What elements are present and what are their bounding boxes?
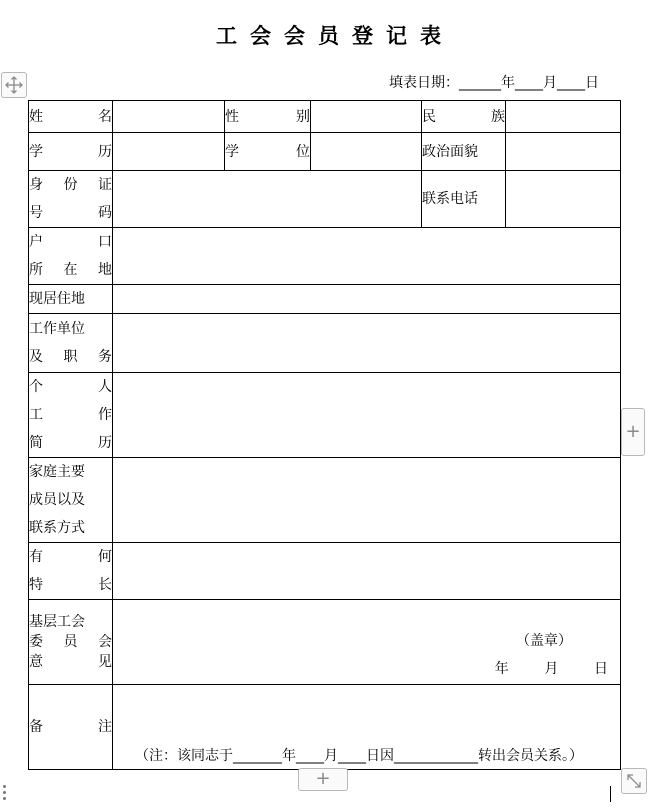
work-unit-field[interactable] (113, 314, 621, 373)
phone-field[interactable] (506, 171, 621, 228)
resume-field[interactable] (113, 373, 621, 458)
education-label: 学 历 (29, 133, 113, 171)
hukou-label: 户 口 所 在 地 (29, 228, 113, 285)
political-field[interactable] (506, 133, 621, 171)
remark-field[interactable] (113, 685, 621, 770)
degree-field[interactable] (311, 133, 422, 171)
move-arrows-icon (2, 73, 26, 97)
name-field[interactable] (113, 101, 225, 133)
hukou-field[interactable] (113, 228, 621, 285)
table-row (29, 685, 621, 770)
resize-diagonal-icon (622, 769, 646, 793)
table-row (29, 228, 621, 285)
seal-date: 年 月 日 (494, 661, 608, 677)
resume-label: 个 人 工 作 简 历 (29, 373, 113, 458)
skills-field[interactable] (113, 543, 621, 600)
table-row (29, 314, 621, 373)
form-title: 工会会员登记表 (216, 23, 454, 48)
text-cursor (610, 786, 611, 802)
degree-label: 学 位 (225, 133, 311, 171)
add-column-button[interactable] (621, 408, 645, 456)
add-row-button[interactable] (298, 768, 348, 791)
family-label: 家庭主要 成员以及 联系方式 (29, 458, 113, 543)
id-number-label: 身 份 证 号 码 (29, 171, 113, 228)
gender-label: 性 别 (225, 101, 311, 133)
table-row (29, 101, 621, 133)
residence-label: 现居住地 (29, 285, 113, 314)
table-row (29, 543, 621, 600)
plus-icon: + (625, 421, 641, 442)
committee-opinion-field[interactable] (113, 600, 621, 685)
family-field[interactable] (113, 458, 621, 543)
committee-opinion-label: 基层工会 委 员 会 意 见 (29, 600, 113, 685)
seal-label: （盖章） (516, 633, 572, 649)
table-row (29, 600, 621, 685)
remark-label: 备 注 (29, 685, 113, 770)
ethnicity-field[interactable] (506, 101, 621, 133)
work-unit-label: 工作单位 及 职 务 (29, 314, 113, 373)
plus-icon: + (315, 768, 331, 789)
table-resize-handle[interactable] (621, 768, 647, 794)
political-label: 政治面貌 (422, 133, 506, 171)
registration-form-table (28, 100, 621, 770)
education-field[interactable] (113, 133, 225, 171)
name-label: 姓 名 (29, 101, 113, 133)
drag-dots-icon[interactable] (3, 785, 6, 803)
table-row (29, 285, 621, 314)
id-number-field[interactable] (113, 171, 422, 228)
ethnicity-label: 民 族 (422, 101, 506, 133)
phone-label: 联系电话 (422, 171, 506, 228)
gender-field[interactable] (311, 101, 422, 133)
fill-date-line: 填表日期：______年____月____日 (389, 75, 599, 91)
skills-label: 有 何 特 长 (29, 543, 113, 600)
table-row (29, 458, 621, 543)
remark-note: （注：该同志于_______年____月____日因____________转出会员关系。） (135, 748, 583, 764)
table-row (29, 373, 621, 458)
table-move-handle[interactable] (1, 72, 27, 98)
table-row (29, 133, 621, 171)
table-row (29, 171, 621, 228)
residence-field[interactable] (113, 285, 621, 314)
